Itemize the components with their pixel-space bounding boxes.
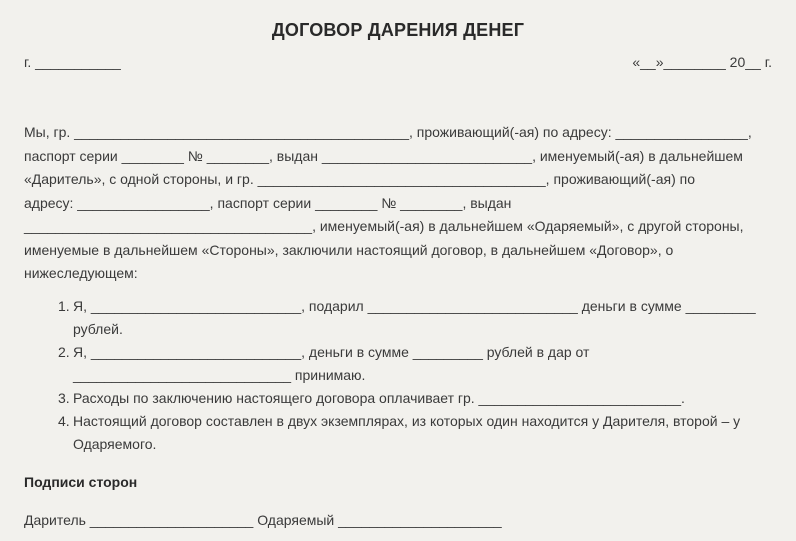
clause-item <box>0 387 796 410</box>
clause-text: рублей. <box>73 321 123 337</box>
clause-item <box>0 410 796 456</box>
intro-line: «Даритель», с одной стороны, и гр. _____________________________________, проживающий(-ая) по <box>24 171 695 187</box>
clause-number: 2. <box>58 344 70 360</box>
signatures-heading: Подписи сторон <box>24 474 138 490</box>
intro-paragraph <box>24 121 776 286</box>
clause-text: Настоящий договор составлен в двух экземплярах, из которых один находится у Дарителя, второй – у <box>73 413 741 429</box>
intro-line: именуемые в дальнейшем «Стороны», заключили настоящий договор, в дальнейшем «Договор», о <box>24 241 674 258</box>
intro-line: _____________________________________, именуемый(-ая) в дальнейшем «Одаряемый», с другой стороны, <box>24 218 744 234</box>
clause-number: 1. <box>58 298 70 314</box>
clause-text: ____________________________ принимаю. <box>73 367 366 383</box>
clause-number: 4. <box>58 413 70 429</box>
clause-text: Расходы по заключению настоящего договора оплачивает гр. __________________________. <box>73 390 685 406</box>
clause-text: Одаряемого. <box>73 436 157 452</box>
clause-item <box>0 295 796 341</box>
document-title: ДОГОВОР ДАРЕНИЯ ДЕНЕГ <box>271 20 525 40</box>
clauses-list <box>0 295 796 456</box>
signature-line: Даритель _____________________ Одаряемый _____________________ <box>24 512 502 528</box>
intro-line: Мы, гр. ___________________________________________, проживающий(-ая) по адресу: _________________, <box>24 124 752 140</box>
intro-line: нижеследующем: <box>24 265 138 281</box>
clause-text: Я, ___________________________, подарил ___________________________ деньги в сумме _________ <box>73 298 756 314</box>
clause-number: 3. <box>58 390 70 406</box>
intro-line: паспорт серии ________ № ________, выдан ___________________________, именуемый(-ая) в дальнейшем <box>24 147 743 164</box>
intro-line: адресу: _________________, паспорт серии ________ № ________, выдан <box>24 194 512 211</box>
clause-text: Я, ___________________________, деньги в сумме _________ рублей в дар от <box>73 344 590 360</box>
place-field: г. ___________ <box>24 54 121 70</box>
clause-item <box>0 341 796 387</box>
date-field: «__»________ 20__ г. <box>632 54 772 70</box>
